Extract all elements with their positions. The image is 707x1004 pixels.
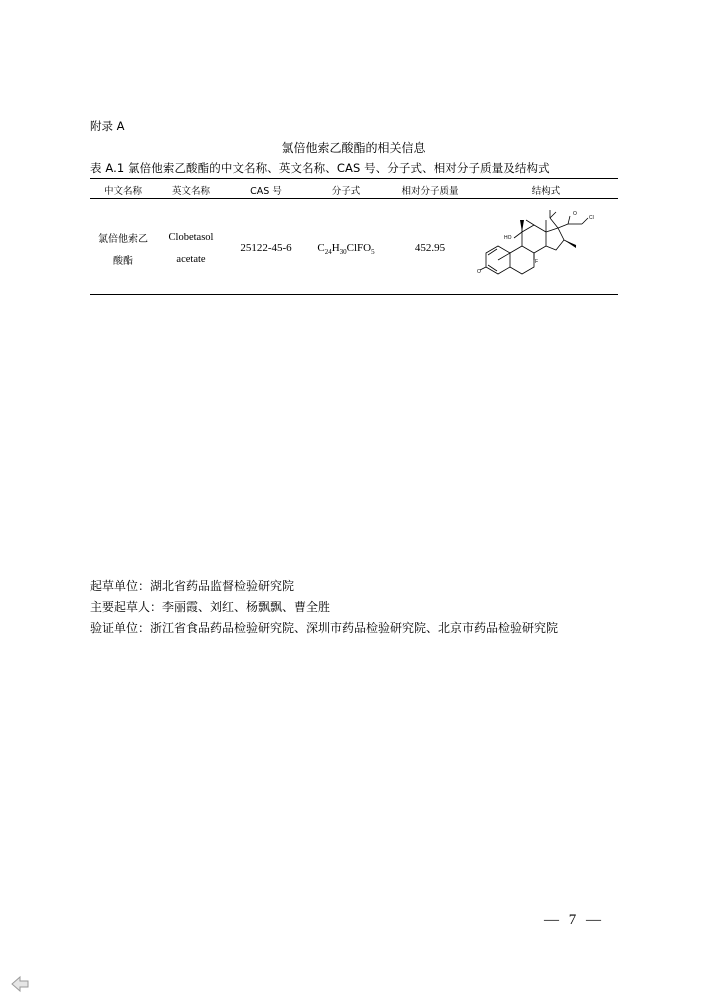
cell-cas-number: 25122-45-6: [240, 242, 292, 254]
footer-info: [90, 576, 558, 639]
cell-molecular-formula: $C_{24}H_{30}ClFO_5$: [317, 242, 375, 257]
drafting-unit: 起草单位：湖北省药品监督检验研究院: [90, 579, 295, 593]
header-formula: 分子式: [331, 186, 361, 197]
page-dash-left: —: [544, 912, 559, 928]
main-drafters: 主要起草人：李丽霞、刘红、杨飘飘、曹全胜: [90, 600, 331, 614]
appendix-label: 附录 A: [90, 119, 125, 133]
header-chinese-name: 中文名称: [103, 186, 142, 197]
structure-label-o-side: O: [573, 211, 577, 217]
document-title: 氯倍他索乙酸酯的相关信息: [281, 141, 426, 155]
header-english-name: 英文名称: [171, 186, 210, 197]
table-header-rule: [90, 198, 618, 199]
page-dash-right: —: [586, 912, 601, 928]
structure-label-ho: HO: [504, 235, 512, 241]
table-bottom-rule: [90, 294, 618, 295]
cell-english-name-line1: Clobetasol: [168, 232, 214, 243]
cell-chinese-name-line2: 酸酯: [113, 256, 133, 267]
cell-molecular-mass: 452.95: [414, 242, 446, 254]
page-number: [544, 912, 601, 929]
verification-units: 验证单位：浙江省食品药品检验研究院、深圳市药品检验研究院、北京市药品检验研究院: [90, 621, 559, 635]
cell-english-name-line2: acetate: [176, 254, 206, 265]
structure-label-f: F: [535, 259, 539, 265]
structure-label-o-ketone: O: [477, 269, 481, 275]
table-top-rule: [90, 178, 618, 179]
back-arrow-icon[interactable]: [10, 974, 32, 994]
table-caption: 表 A.1 氯倍他索乙酸酯的中文名称、英文名称、CAS 号、分子式、相对分子质量及结构式: [90, 161, 550, 175]
header-molecular-mass: 相对分子质量: [401, 186, 459, 197]
header-structure: 结构式: [531, 186, 561, 197]
structure-label-cl: Cl: [589, 215, 594, 221]
page-number-value: 7: [568, 912, 577, 928]
chemical-structure: [478, 204, 618, 290]
cell-chinese-name-line1: 氯倍他索乙: [98, 234, 148, 245]
header-cas: CAS 号: [250, 186, 282, 197]
